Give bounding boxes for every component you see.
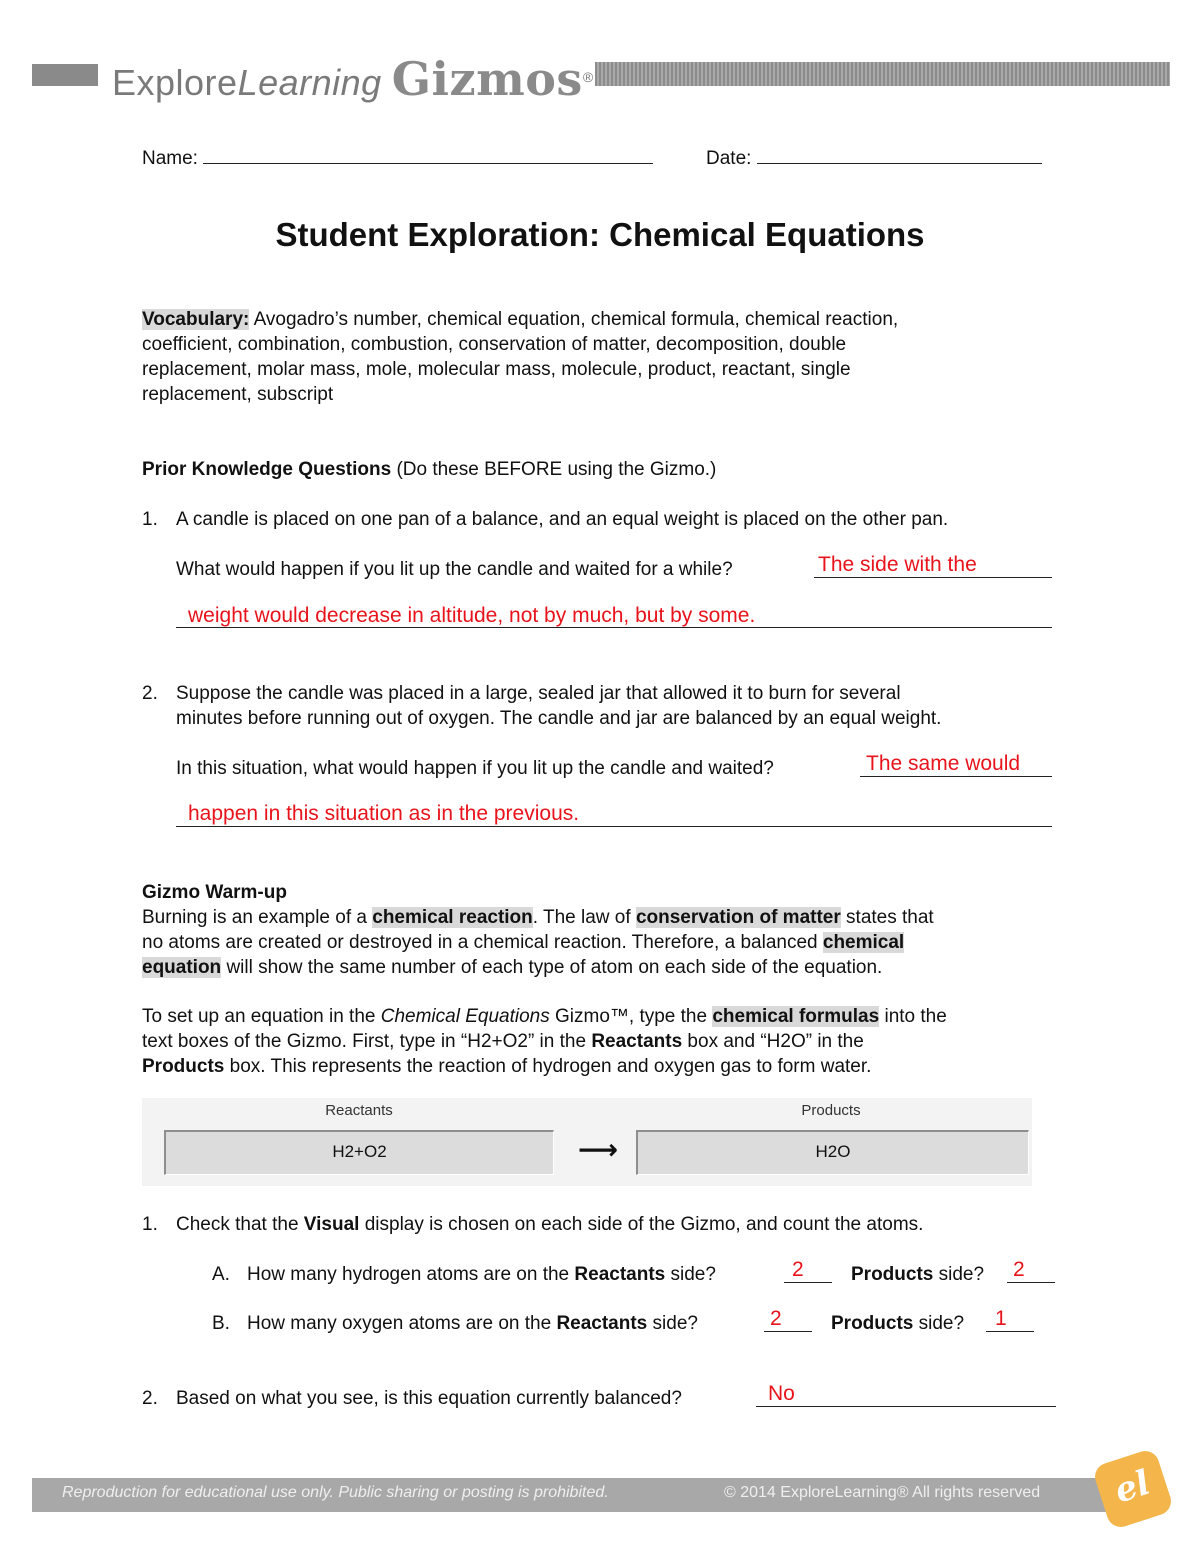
warmup-p2-gizmo-name: Chemical Equations (380, 1006, 550, 1027)
prior-q1-answer-line-1[interactable] (814, 577, 1052, 578)
qA-reactants-answer[interactable]: 2 (792, 1258, 804, 1281)
vocabulary-text: Avogadro’s number, chemical equation, chemical formula, chemical reaction, (253, 309, 899, 330)
warmup-p2-term-formulas: chemical formulas (712, 1006, 880, 1027)
date-field[interactable] (706, 143, 1042, 171)
warmup-p2-text-a: To set up an equation in the (142, 1006, 381, 1027)
name-label: Name: (142, 148, 198, 169)
qB-products: Products (831, 1313, 914, 1334)
prior-q2-answer-line-1[interactable] (860, 776, 1052, 777)
prior-q1-number: 1. (142, 509, 158, 530)
warmup-p1-term-chemical: chemical (822, 932, 905, 953)
warmup-p1-term-chemical-reaction: chemical reaction (372, 907, 533, 928)
warmup-p1-term-conservation: conservation of matter (635, 907, 841, 928)
qB-letter: B. (212, 1313, 230, 1334)
footer-copyright: © 2014 ExploreLearning® All rights reserved (724, 1484, 1041, 1501)
qB-text (247, 1311, 698, 1336)
prior-q2-answer-2[interactable]: happen in this situation as in the previous. (188, 802, 580, 825)
reaction-arrow-icon: ⟶ (578, 1134, 619, 1165)
qA-products-answer-line[interactable] (1007, 1282, 1055, 1283)
qB-side-2: side? (913, 1313, 965, 1334)
q1-visual: Visual (303, 1214, 360, 1235)
reactants-input[interactable]: H2+O2 (164, 1130, 554, 1175)
warmup-p1-text-i: will show the same number of each type of atom on each side of the equation. (221, 957, 883, 978)
warmup-section (142, 880, 1072, 1079)
prior-q2-answer-1[interactable]: The same would (866, 752, 1021, 775)
gizmo-equation-widget (142, 1098, 1032, 1186)
vocabulary-line-2: coefficient, combination, combustion, conservation of matter, decomposition, double (142, 334, 847, 355)
qB-reactants-answer[interactable]: 2 (770, 1307, 782, 1330)
q1-text (176, 1212, 923, 1237)
qA-side: side? (665, 1264, 716, 1285)
prior-q2-text-line-2: minutes before running out of oxygen. The candle and jar are balanced by an equal weight. (176, 708, 942, 729)
header-bar-right (595, 62, 1170, 86)
name-blank[interactable] (203, 143, 653, 164)
qB-reactants-answer-line[interactable] (764, 1331, 812, 1332)
warmup-p2-reactants: Reactants (591, 1031, 683, 1052)
prior-q2-answer-line-2[interactable] (176, 826, 1052, 827)
prior-heading: Prior Knowledge Questions (142, 459, 392, 480)
q1-text-a: Check that the (176, 1214, 304, 1235)
prior-q2-prompt: In this situation, what would happen if you lit up the candle and waited? (176, 758, 774, 779)
prior-note: (Do these BEFORE using the Gizmo.) (396, 459, 717, 480)
prior-q2-number: 2. (142, 683, 158, 704)
prior-q2-text-line-1: Suppose the candle was placed in a large, sealed jar that allowed it to burn for several (176, 683, 901, 704)
qA-products-answer[interactable]: 2 (1013, 1258, 1025, 1281)
q2-answer[interactable]: No (768, 1382, 795, 1405)
vocabulary-label: Vocabulary: (142, 309, 250, 330)
vocabulary-section (142, 307, 1062, 407)
prior-knowledge-heading (142, 457, 716, 482)
reactants-label: Reactants (325, 1102, 393, 1119)
q2-number: 2. (142, 1388, 158, 1409)
prior-q1-text: A candle is placed on one pan of a balance, and an equal weight is placed on the other pan. (176, 509, 949, 530)
warmup-p2-text-f: text boxes of the Gizmo. First, type in “H2+O2” in the (142, 1031, 592, 1052)
qB-side: side? (647, 1313, 698, 1334)
warmup-p1-term-equation: equation (142, 957, 222, 978)
footer-disclaimer: Reproduction for educational use only. Public sharing or posting is prohibited. (62, 1484, 609, 1501)
qA-reactants: Reactants (574, 1264, 666, 1285)
q2-text: Based on what you see, is this equation currently balanced? (176, 1388, 682, 1409)
explorelearning-gizmos-logo: ExploreLearning Gizmos® (112, 52, 594, 106)
warmup-p1-text-f: no atoms are created or destroyed in a chemical reaction. Therefore, a balanced (142, 932, 823, 953)
qA-reactants-answer-line[interactable] (784, 1282, 832, 1283)
prior-q1-answer-1[interactable]: The side with the (818, 553, 977, 576)
warmup-p1-text-a: Burning is an example of a (142, 907, 373, 928)
qB-products-answer-line[interactable] (986, 1331, 1034, 1332)
qB-text-main: How many oxygen atoms are on the (247, 1313, 557, 1334)
q1-number: 1. (142, 1214, 158, 1235)
qB-reactants: Reactants (556, 1313, 648, 1334)
page-title: Student Exploration: Chemical Equations (275, 216, 925, 253)
prior-q1-prompt: What would happen if you lit up the candle and waited for a while? (176, 559, 733, 580)
qA-side-2: side? (933, 1264, 985, 1285)
products-label: Products (801, 1102, 861, 1119)
qB-products-text (831, 1311, 964, 1336)
prior-q1-answer-2[interactable]: weight would decrease in altitude, not by much, but by some. (188, 604, 756, 627)
warmup-heading: Gizmo Warm-up (142, 882, 287, 903)
prior-q2-text (176, 681, 941, 731)
vocabulary-line-4: replacement, subscript (142, 384, 334, 405)
vocabulary-line-3: replacement, molar mass, mole, molecular mass, molecule, product, reactant, single (142, 359, 851, 380)
warmup-p1-text-c: . The law of (532, 907, 636, 928)
date-label: Date: (706, 148, 752, 169)
name-field[interactable] (142, 143, 653, 171)
qB-products-answer[interactable]: 1 (995, 1307, 1007, 1330)
qA-text (247, 1262, 716, 1287)
qA-products: Products (851, 1264, 934, 1285)
date-blank[interactable] (757, 143, 1042, 164)
warmup-p1-text-e: states that (840, 907, 934, 928)
warmup-p2-text-j: box. This represents the reaction of hydrogen and oxygen gas to form water. (224, 1056, 872, 1077)
qA-text-main: How many hydrogen atoms are on the (247, 1264, 575, 1285)
q1-text-c: display is chosen on each side of the Gizmo, and count the atoms. (359, 1214, 924, 1235)
explorelearning-el-logo-icon: el (1091, 1447, 1174, 1530)
qA-letter: A. (212, 1264, 230, 1285)
warmup-p2-text-c: Gizmo™, type the (549, 1006, 713, 1027)
warmup-p2-text-e: into the (879, 1006, 947, 1027)
q2-answer-line[interactable] (756, 1406, 1056, 1407)
warmup-p2-text-h: box and “H2O” in the (682, 1031, 864, 1052)
qA-products-text (851, 1262, 984, 1287)
header-bar-left (32, 64, 98, 86)
warmup-p2-products: Products (142, 1056, 225, 1077)
products-input[interactable]: H2O (636, 1130, 1029, 1175)
